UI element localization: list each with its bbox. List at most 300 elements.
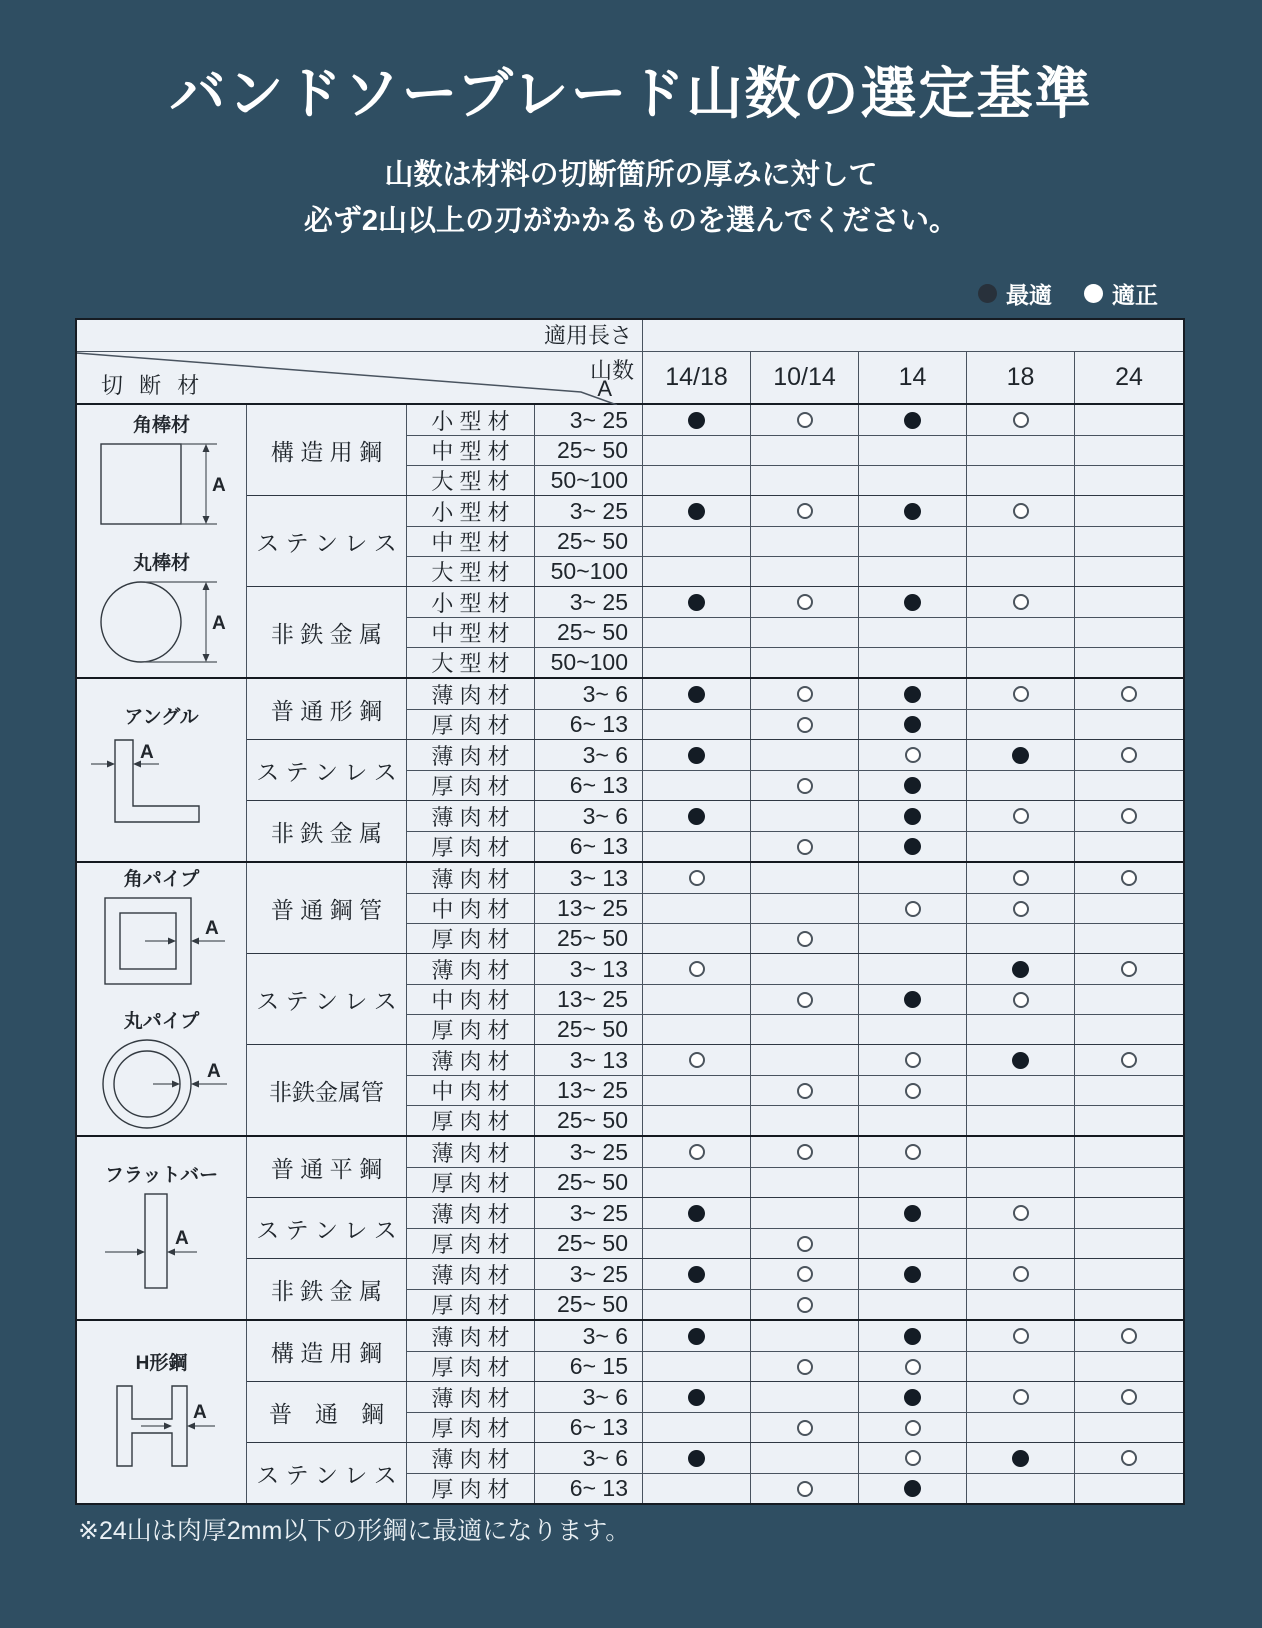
mark-cell: [1075, 1229, 1183, 1258]
mark-cell: [751, 1229, 859, 1258]
mark-cell: [859, 863, 967, 893]
mark-cell: [751, 1259, 859, 1289]
table-row: [407, 923, 1183, 953]
mark-cell: [967, 710, 1075, 739]
range-value: 6~ 13: [535, 1474, 643, 1503]
table-row: [407, 893, 1183, 923]
shape-label: アングル: [124, 707, 199, 728]
legend-fair-label: 適正: [1112, 282, 1158, 308]
section-rows: [247, 679, 1183, 861]
fair-mark-icon: [689, 870, 705, 886]
material-group: [247, 405, 1183, 495]
best-mark-icon: [688, 1205, 705, 1222]
mark-cell: [643, 710, 751, 739]
material-group: [247, 679, 1183, 739]
mark-cell: [967, 496, 1075, 526]
fair-mark-icon: [797, 1481, 813, 1497]
size-label: 中 肉 材: [407, 894, 535, 923]
table-row: [407, 556, 1183, 586]
mark-cell: [967, 648, 1075, 677]
material-group: [247, 1321, 1183, 1381]
mark-cell: [1075, 1443, 1183, 1473]
range-value: 3~ 13: [535, 863, 643, 893]
fair-mark-icon: [1013, 1389, 1029, 1405]
mark-cell: [1075, 894, 1183, 923]
table-row: [407, 405, 1183, 435]
mark-cell: [859, 1229, 967, 1258]
shape-square-bar: [87, 410, 237, 534]
material-label: 普 通 鋼: [247, 1382, 407, 1442]
best-dot-icon: [978, 284, 997, 303]
fair-mark-icon: [797, 1266, 813, 1282]
best-mark-icon: [1012, 1450, 1029, 1467]
corner-cell: [77, 352, 643, 403]
size-label: 中 型 材: [407, 527, 535, 556]
mark-cell: [967, 801, 1075, 831]
size-label: 中 肉 材: [407, 985, 535, 1014]
mark-cell: [643, 496, 751, 526]
mark-cell: [1075, 1045, 1183, 1075]
mark-cell: [1075, 1198, 1183, 1228]
fair-mark-icon: [797, 992, 813, 1008]
mark-cell: [751, 1474, 859, 1503]
mark-cell: [751, 740, 859, 770]
size-label: 小 型 材: [407, 496, 535, 526]
material-group: [247, 953, 1183, 1044]
shape-round-pipe: [87, 1006, 237, 1134]
mark-cell: [967, 1168, 1075, 1197]
flat-bar-diagram: [87, 1188, 237, 1296]
size-label: 厚 肉 材: [407, 710, 535, 739]
mark-cell: [1075, 1290, 1183, 1319]
fair-mark-icon: [905, 901, 921, 917]
subtitle-line-1: 山数は材料の切断箇所の厚みに対して: [384, 159, 878, 191]
mark-cell: [859, 924, 967, 953]
mark-cell: [1075, 679, 1183, 709]
mark-cell: [967, 985, 1075, 1014]
mark-cell: [1075, 466, 1183, 495]
range-value: 3~ 25: [535, 496, 643, 526]
mark-cell: [859, 1198, 967, 1228]
material-group: [247, 1044, 1183, 1135]
material-label: ス テ ン レ ス: [247, 1198, 407, 1258]
shape-square-pipe: [87, 864, 237, 992]
group-rows: [407, 679, 1183, 739]
range-value: 25~ 50: [535, 1106, 643, 1135]
mark-cell: [1075, 557, 1183, 586]
mark-cell: [1075, 863, 1183, 893]
mark-cell: [1075, 985, 1183, 1014]
size-label: 中 型 材: [407, 618, 535, 647]
section-rows: [247, 1321, 1183, 1503]
mark-cell: [1075, 740, 1183, 770]
fair-mark-icon: [1121, 870, 1137, 886]
mark-cell: [643, 863, 751, 893]
group-rows: [407, 496, 1183, 586]
best-mark-icon: [688, 686, 705, 703]
mark-cell: [967, 679, 1075, 709]
table-header-row-1: [77, 320, 1183, 352]
mark-cell: [643, 1015, 751, 1044]
fair-dot-icon: [1084, 284, 1103, 303]
shape-label: 丸棒材: [132, 553, 190, 574]
group-rows: [407, 1198, 1183, 1258]
fair-mark-icon: [797, 1420, 813, 1436]
fair-mark-icon: [689, 1144, 705, 1160]
fair-mark-icon: [1013, 901, 1029, 917]
column-header: 24: [1115, 363, 1143, 391]
mark-cell: [643, 740, 751, 770]
best-mark-icon: [688, 747, 705, 764]
mark-cell: [967, 527, 1075, 556]
mark-cell: [751, 496, 859, 526]
best-mark-icon: [688, 412, 705, 429]
mark-cell: [1075, 1106, 1183, 1135]
material-group: [247, 495, 1183, 586]
range-value: 25~ 50: [535, 1229, 643, 1258]
mark-cell: [643, 1198, 751, 1228]
mark-cell: [967, 740, 1075, 770]
mark-cell: [859, 710, 967, 739]
size-label: 中 肉 材: [407, 1076, 535, 1105]
size-label: 大 型 材: [407, 466, 535, 495]
group-rows: [407, 1137, 1183, 1197]
applicable-length-label: 適用長さ: [77, 320, 643, 351]
fair-mark-icon: [1121, 808, 1137, 824]
best-mark-icon: [1012, 1052, 1029, 1069]
mark-cell: [967, 894, 1075, 923]
fair-mark-icon: [905, 1359, 921, 1375]
fair-mark-icon: [797, 931, 813, 947]
range-value: 6~ 13: [535, 710, 643, 739]
group-rows: [407, 740, 1183, 800]
mark-cell: [859, 618, 967, 647]
material-label: ス テ ン レ ス: [247, 954, 407, 1044]
best-mark-icon: [904, 1480, 921, 1497]
mark-cell: [967, 1382, 1075, 1412]
shape-label: 角棒材: [132, 415, 190, 436]
shape-diagram-cell: [77, 405, 247, 677]
mark-cell: [967, 1259, 1075, 1289]
section-rows: [247, 863, 1183, 1135]
cut-material-label: 切 断 材: [101, 373, 205, 398]
fair-mark-icon: [1121, 1389, 1137, 1405]
mark-cell: [751, 466, 859, 495]
mark-cell: [751, 405, 859, 435]
fair-mark-icon: [797, 717, 813, 733]
size-label: 厚 肉 材: [407, 1352, 535, 1381]
footnote: ※24山は肉厚2mm以下の形鋼に最適になります。: [78, 1517, 631, 1545]
material-group: [247, 1197, 1183, 1258]
table-section: [77, 1135, 1183, 1319]
mark-cell: [859, 771, 967, 800]
range-value: 3~ 6: [535, 740, 643, 770]
mark-cell: [859, 801, 967, 831]
mark-cell: [859, 1168, 967, 1197]
shape-h-beam: [87, 1348, 237, 1476]
page-title: バンドソーブレード山数の選定基準: [169, 62, 1093, 125]
mark-cell: [643, 1259, 751, 1289]
mark-cell: [643, 801, 751, 831]
group-rows: [407, 801, 1183, 861]
mark-cell: [859, 679, 967, 709]
h-beam-diagram: [87, 1376, 237, 1476]
mark-cell: [751, 436, 859, 465]
range-value: 3~ 25: [535, 1137, 643, 1167]
mark-cell: [967, 1290, 1075, 1319]
mark-cell: [751, 618, 859, 647]
group-rows: [407, 1443, 1183, 1503]
table-row: [407, 740, 1183, 770]
size-label: 厚 肉 材: [407, 1229, 535, 1258]
mark-cell: [643, 436, 751, 465]
size-label: 薄 肉 材: [407, 954, 535, 984]
material-label: 普 通 平 鋼: [247, 1137, 407, 1197]
fair-mark-icon: [1121, 961, 1137, 977]
fair-mark-icon: [797, 839, 813, 855]
material-label: 非鉄金属管: [247, 1045, 407, 1135]
size-label: 小 型 材: [407, 587, 535, 617]
mark-cell: [859, 954, 967, 984]
mark-cell: [1075, 496, 1183, 526]
section-rows: [247, 1137, 1183, 1319]
fair-mark-icon: [797, 1083, 813, 1099]
table-row: [407, 1443, 1183, 1473]
group-rows: [407, 1045, 1183, 1135]
mark-cell: [1075, 618, 1183, 647]
mark-cell: [967, 1198, 1075, 1228]
square-pipe-diagram: [87, 892, 237, 992]
fair-mark-icon: [1013, 594, 1029, 610]
mark-cell: [1075, 924, 1183, 953]
mark-cell: [1075, 801, 1183, 831]
mark-cell: [751, 1382, 859, 1412]
size-label: 厚 肉 材: [407, 1106, 535, 1135]
best-mark-icon: [904, 1328, 921, 1345]
best-mark-icon: [904, 838, 921, 855]
mark-cell: [859, 527, 967, 556]
shape-label: H形鋼: [135, 1353, 188, 1374]
teeth-count-label: 山数: [589, 358, 634, 383]
table-row: [407, 1198, 1183, 1228]
shape-diagram-cell: [77, 863, 247, 1135]
mark-cell: [1075, 1352, 1183, 1381]
range-value: 25~ 50: [535, 1015, 643, 1044]
mark-cell: [751, 1137, 859, 1167]
mark-cell: [643, 1045, 751, 1075]
best-mark-icon: [688, 1266, 705, 1283]
table-row: [407, 954, 1183, 984]
best-mark-icon: [688, 503, 705, 520]
fair-mark-icon: [1013, 686, 1029, 702]
material-label: 普 通 鋼 管: [247, 863, 407, 953]
mark-cell: [1075, 1382, 1183, 1412]
size-label: 薄 肉 材: [407, 679, 535, 709]
mark-cell: [967, 863, 1075, 893]
mark-cell: [643, 1290, 751, 1319]
range-value: 6~ 15: [535, 1352, 643, 1381]
table-row: [407, 863, 1183, 893]
table-row: [407, 496, 1183, 526]
table-row: [407, 1137, 1183, 1167]
best-mark-icon: [904, 686, 921, 703]
column-header: 10/14: [751, 352, 859, 403]
material-label: 非 鉄 金 属: [247, 1259, 407, 1319]
mark-cell: [751, 1076, 859, 1105]
material-group: [247, 586, 1183, 677]
group-rows: [407, 1321, 1183, 1381]
mark-cell: [859, 1382, 967, 1412]
table-row: [407, 465, 1183, 495]
material-group: [247, 1381, 1183, 1442]
mark-cell: [751, 832, 859, 861]
material-label: 構 造 用 鋼: [247, 1321, 407, 1381]
mark-cell: [1075, 587, 1183, 617]
mark-cell: [751, 863, 859, 893]
material-group: [247, 1442, 1183, 1503]
size-label: 薄 肉 材: [407, 740, 535, 770]
mark-cell: [1075, 1137, 1183, 1167]
material-group: [247, 863, 1183, 953]
fair-mark-icon: [905, 747, 921, 763]
mark-cell: [859, 1352, 967, 1381]
size-label: 厚 肉 材: [407, 1168, 535, 1197]
mark-cell: [643, 1443, 751, 1473]
mark-cell: [751, 1290, 859, 1319]
range-value: 6~ 13: [535, 771, 643, 800]
mark-cell: [859, 832, 967, 861]
table-row: [407, 617, 1183, 647]
table-row: [407, 647, 1183, 677]
mark-cell: [643, 924, 751, 953]
table-body: [77, 405, 1183, 1503]
mark-cell: [751, 527, 859, 556]
best-mark-icon: [904, 594, 921, 611]
mark-cell: [967, 1443, 1075, 1473]
mark-cell: [1075, 1015, 1183, 1044]
fair-mark-icon: [905, 1052, 921, 1068]
material-label: 構 造 用 鋼: [247, 405, 407, 495]
range-value: 25~ 50: [535, 924, 643, 953]
size-label: 厚 肉 材: [407, 771, 535, 800]
shape-diagram-cell: [77, 679, 247, 861]
mark-cell: [859, 1045, 967, 1075]
mark-cell: [859, 1076, 967, 1105]
fair-mark-icon: [1013, 412, 1029, 428]
table-row: [407, 679, 1183, 709]
mark-cell: [751, 985, 859, 1014]
mark-cell: [643, 985, 751, 1014]
table-section: [77, 861, 1183, 1135]
shape-label: フラットバー: [104, 1165, 219, 1186]
mark-cell: [751, 1413, 859, 1442]
mark-cell: [1075, 648, 1183, 677]
best-mark-icon: [904, 1205, 921, 1222]
mark-cell: [967, 587, 1075, 617]
table-row: [407, 709, 1183, 739]
fair-mark-icon: [905, 1450, 921, 1466]
range-value: 3~ 6: [535, 679, 643, 709]
mark-cell: [751, 924, 859, 953]
svg-text:A: A: [204, 918, 219, 939]
mark-cell: [751, 894, 859, 923]
best-mark-icon: [688, 1450, 705, 1467]
mark-cell: [859, 1321, 967, 1351]
mark-cell: [1075, 1259, 1183, 1289]
table-row: [407, 1351, 1183, 1381]
material-label: ス テ ン レ ス: [247, 740, 407, 800]
table-row: [407, 1075, 1183, 1105]
size-label: 薄 肉 材: [407, 1382, 535, 1412]
mark-cell: [1075, 527, 1183, 556]
table-row: [407, 587, 1183, 617]
mark-cell: [643, 894, 751, 923]
mark-cell: [751, 710, 859, 739]
fair-mark-icon: [905, 1420, 921, 1436]
best-mark-icon: [904, 777, 921, 794]
fair-mark-icon: [797, 1297, 813, 1313]
range-value: 3~ 6: [535, 1321, 643, 1351]
mark-cell: [643, 1229, 751, 1258]
size-label: 薄 肉 材: [407, 863, 535, 893]
range-value: 6~ 13: [535, 1413, 643, 1442]
mark-cell: [643, 1106, 751, 1135]
group-rows: [407, 954, 1183, 1044]
mark-cell: [1075, 1474, 1183, 1503]
svg-text:A: A: [192, 1402, 207, 1423]
mark-cell: [1075, 436, 1183, 465]
svg-text:A: A: [139, 742, 154, 763]
mark-cell: [859, 1290, 967, 1319]
range-value: 25~ 50: [535, 1290, 643, 1319]
mark-cell: [751, 557, 859, 586]
range-value: 13~ 25: [535, 894, 643, 923]
best-mark-icon: [688, 594, 705, 611]
mark-cell: [859, 648, 967, 677]
mark-cell: [859, 436, 967, 465]
mark-cell: [643, 679, 751, 709]
best-mark-icon: [904, 808, 921, 825]
size-label: 大 型 材: [407, 648, 535, 677]
fair-mark-icon: [797, 686, 813, 702]
mark-cell: [643, 832, 751, 861]
mark-cell: [643, 1321, 751, 1351]
mark-cell: [751, 1352, 859, 1381]
fair-mark-icon: [797, 503, 813, 519]
mark-cell: [859, 1106, 967, 1135]
size-label: 厚 肉 材: [407, 1413, 535, 1442]
mark-cell: [967, 1321, 1075, 1351]
mark-cell: [967, 618, 1075, 647]
mark-cell: [1075, 954, 1183, 984]
mark-cell: [859, 1015, 967, 1044]
fair-mark-icon: [905, 1083, 921, 1099]
size-label: 厚 肉 材: [407, 1290, 535, 1319]
table-row: [407, 1289, 1183, 1319]
mark-cell: [643, 954, 751, 984]
best-mark-icon: [904, 716, 921, 733]
size-label: 薄 肉 材: [407, 1198, 535, 1228]
mark-cell: [643, 1382, 751, 1412]
fair-mark-icon: [1121, 1450, 1137, 1466]
mark-cell: [643, 527, 751, 556]
range-value: 25~ 50: [535, 436, 643, 465]
svg-text:A: A: [211, 475, 226, 496]
range-value: 3~ 6: [535, 1382, 643, 1412]
round-pipe-diagram: [87, 1034, 237, 1134]
mark-cell: [751, 648, 859, 677]
mark-cell: [643, 771, 751, 800]
